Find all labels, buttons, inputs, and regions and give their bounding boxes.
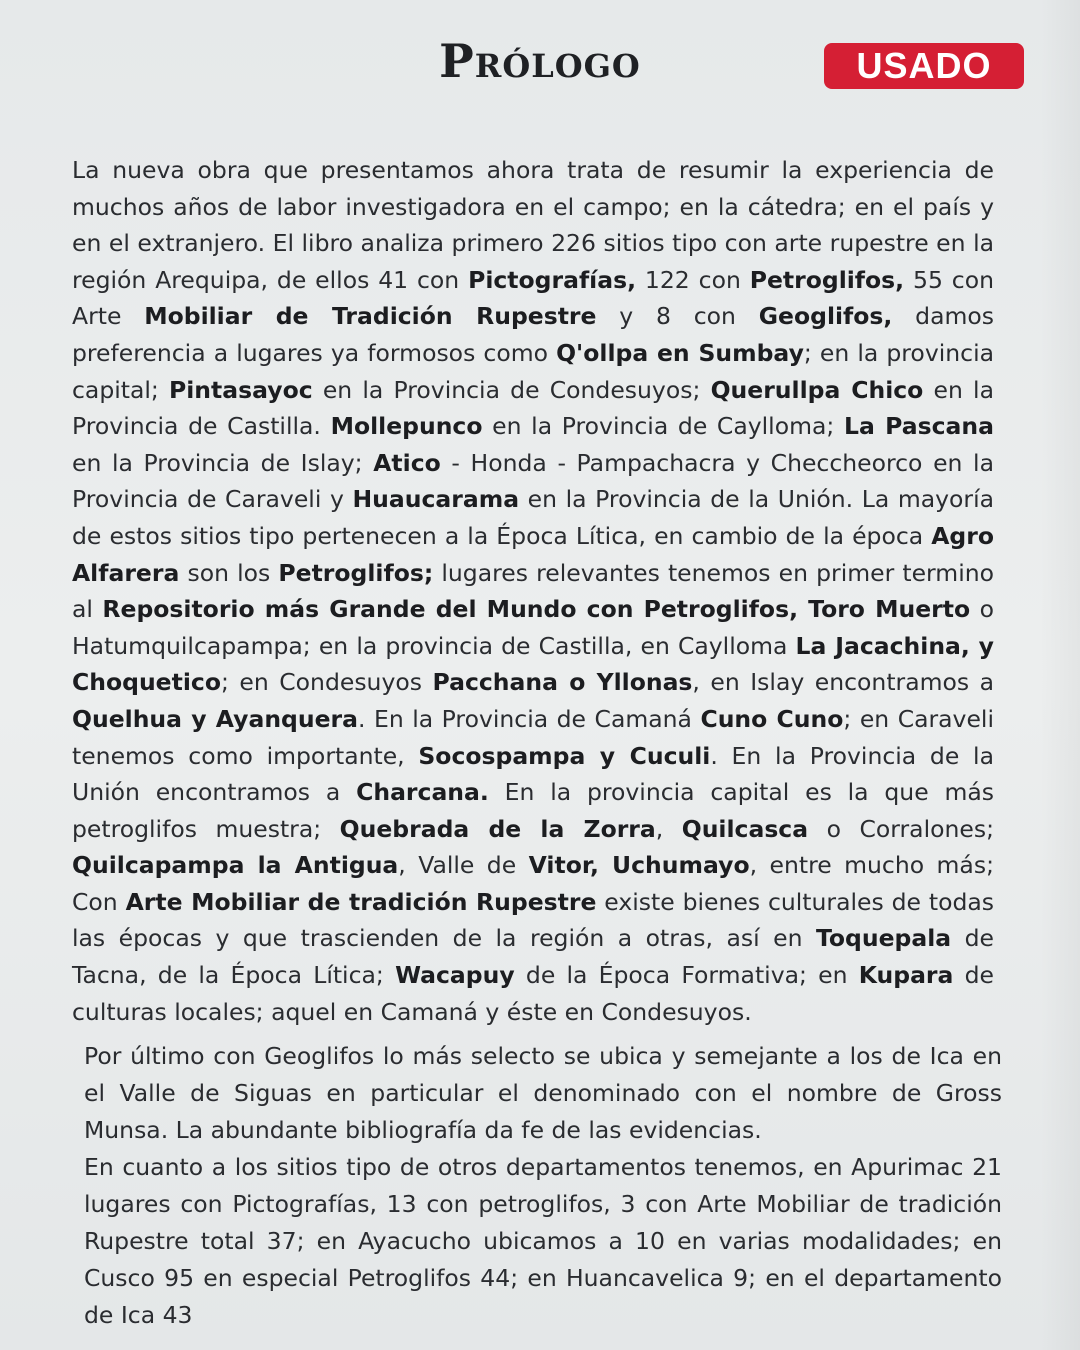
text-run: y 8 con xyxy=(596,302,759,331)
bold-term: Arte Mobiliar de tradición Rupestre xyxy=(125,887,597,916)
paragraph-2: Por último con Geoglifos lo más selecto se ubica y semejante a los de Ica en el Valle de Siguas en particular el denominado con el nombre de Gross Munsa. La abundante bibliografía da fe de las evidencias. xyxy=(84,1042,1002,1144)
text-run: , en Islay encontramos a xyxy=(692,668,995,697)
text-run: , entre mucho más; Con xyxy=(72,851,994,916)
text-run: en la Provincia de Caylloma; xyxy=(482,412,844,441)
bold-term: Petroglifos; xyxy=(278,558,434,587)
prologue-body xyxy=(72,152,994,1030)
bold-term: Mobiliar de Tradición Rupestre xyxy=(144,302,597,331)
bold-term: Quelhua y Ayanquera xyxy=(72,704,358,733)
text-run: o Corralones; xyxy=(808,814,994,843)
paragraph-1 xyxy=(72,152,994,1030)
bold-term: Querullpa Chico xyxy=(710,375,924,404)
bold-term: Socospampa y Cuculi xyxy=(418,741,711,770)
text-run: . En la Provincia de Camaná xyxy=(357,704,701,733)
text-run: son los xyxy=(179,558,279,587)
paragraph-3: En cuanto a los sitios tipo de otros departamentos tenemos, en Apurimac 21 lugares con Pictografías, 13 con petroglifos, 3 con Arte Mobiliar de tradición Rupestre total 37; en Ayacucho ubicamos a 10 en varias modalidades; en Cusco 95 en especial Petroglifos 44; en Huancavelica 9; en el departamento de Ica 43 xyxy=(84,1153,1002,1329)
bold-term: Pacchana o Yllonas xyxy=(432,668,693,697)
bold-term: Petroglifos, xyxy=(749,265,905,294)
text-run: en la Provincia de la Unión. La mayoría de estos sitios tipo pertenecen a la Época Lítica, en cambio de la época xyxy=(72,485,995,550)
bold-term: La Jacachina, y Choquetico xyxy=(72,631,994,697)
text-run: . En la Provincia de la Unión encontramos a xyxy=(72,741,994,807)
bold-term: Quilcapampa la Antigua xyxy=(72,851,399,880)
bold-term: Vitor, Uchumayo xyxy=(528,851,750,880)
text-run: en la Provincia de Islay; xyxy=(72,448,374,477)
text-run: en la Provincia de Castilla. xyxy=(72,375,994,441)
prologue-body-continued xyxy=(84,1038,1002,1334)
text-run: La nueva obra que presentamos ahora trata de resumir la experiencia de muchos años de labor investigadora en el campo; en la cátedra; en el país y en el extranjero. El libro analiza primero 226 sitios tipo con arte rupestre en la región Arequipa, de ellos 41 con xyxy=(72,156,994,294)
text-run: de culturas locales; aquel en Camaná y éste en Condesuyos. xyxy=(72,961,994,1026)
bold-term: Geoglifos, xyxy=(758,302,893,331)
text-run: ; en Caraveli tenemos como importante, xyxy=(72,704,994,770)
bold-term: Kupara xyxy=(858,961,954,990)
text-run: 55 con Arte xyxy=(72,265,994,331)
bold-term: Quilcasca xyxy=(681,814,809,843)
bold-term: Repositorio más Grande del Mundo con Petroglifos, Toro Muerto xyxy=(102,595,971,624)
bold-term: Agro Alfarera xyxy=(72,521,994,587)
text-run: - Honda - Pampachacra y Checcheorco en la Provincia de Caraveli y xyxy=(72,448,994,514)
bold-term: Cuno Cuno xyxy=(700,704,844,733)
text-run: lugares relevantes tenemos en primer termino al xyxy=(72,558,994,624)
text-run: ; en la provincia capital; xyxy=(72,338,994,404)
text-run: 122 con xyxy=(636,265,750,294)
text-run: o Hatumquilcapampa; en la provincia de Castilla, en Caylloma xyxy=(72,595,994,660)
bold-term: Atico xyxy=(373,448,441,477)
text-run: de la Época Formativa; en xyxy=(514,961,859,990)
text-run: , Valle de xyxy=(398,851,529,880)
bold-term: Charcana. xyxy=(356,778,489,807)
page-shadow xyxy=(1040,0,1080,1350)
bold-term: Pintasayoc xyxy=(169,375,313,404)
bold-term: Q'ollpa en Sumbay xyxy=(556,338,804,367)
used-badge: USADO xyxy=(824,43,1024,89)
bold-term: Pictografías, xyxy=(468,265,637,294)
text-run: damos preferencia a lugares ya formosos como xyxy=(72,302,994,367)
bold-term: Wacapuy xyxy=(395,961,515,990)
bold-term: Toquepala xyxy=(815,924,952,953)
text-run: existe bienes culturales de todas las épocas y que trascienden de la región a otras, así en xyxy=(72,887,995,953)
text-run: ; en Condesuyos xyxy=(220,668,433,697)
text-run: de Tacna, de la Época Lítica; xyxy=(72,924,994,990)
text-run: en la Provincia de Condesuyos; xyxy=(312,375,711,404)
bold-term: La Pascana xyxy=(843,412,994,441)
bold-term: Huaucarama xyxy=(352,485,520,514)
bold-term: Quebrada de la Zorra xyxy=(339,814,656,843)
bold-term: Mollepunco xyxy=(330,412,483,441)
text-run: En la provincia capital es la que más petroglifos muestra; xyxy=(72,778,994,843)
page-title: Prólogo xyxy=(439,34,641,88)
text-run: , xyxy=(655,814,682,843)
